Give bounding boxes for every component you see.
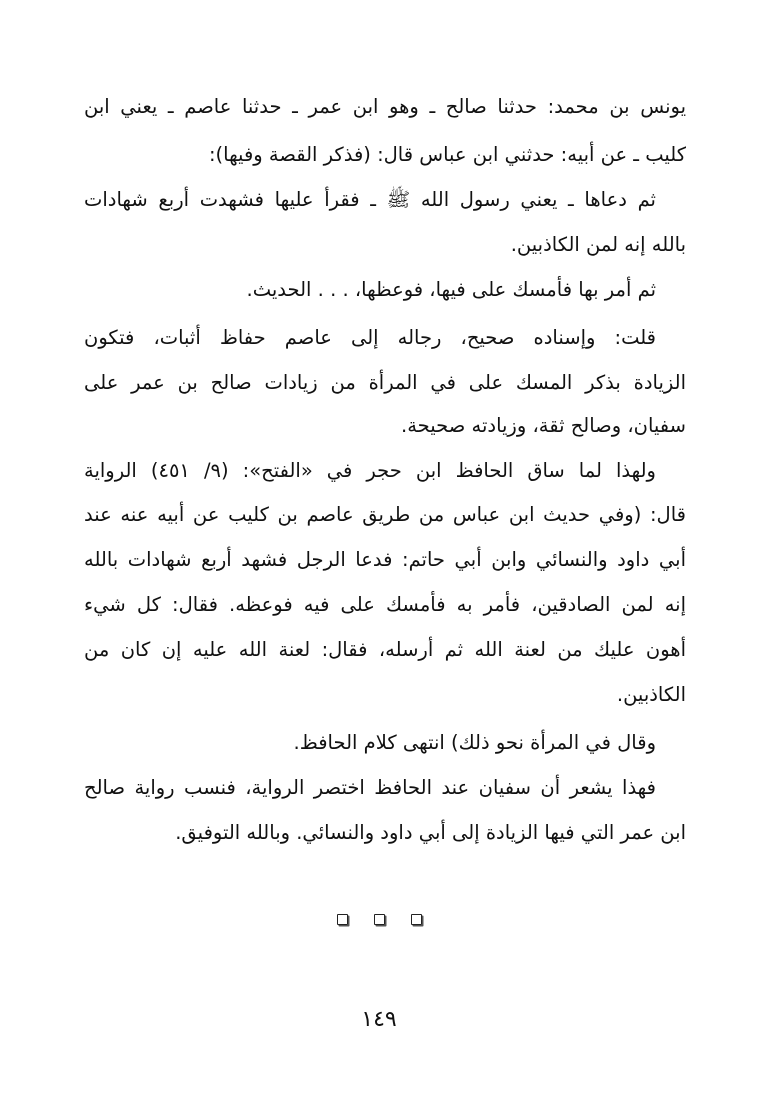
text-line-13: أهون عليك من لعنة الله ثم أرسله، فقال: لعنة الله عليه إن كان من — [84, 638, 686, 661]
text-line-16: فهذا يشعر أن سفيان عند الحافظ اختصر الرواية، فنسب رواية صالح — [84, 776, 656, 799]
text-line-5: ثم أمر بها فأمسك على فيها، فوعظها، . . . الحديث. — [246, 278, 656, 301]
text-line-1: يونس بن محمد: حدثنا صالح ـ وهو ابن عمر ـ حدثنا عاصم ـ يعني ابن — [84, 95, 686, 118]
text-line-3: ثم دعاها ـ يعني رسول الله ﷺ ـ فقرأ عليها فشهدت أربع شهادات — [84, 188, 656, 211]
text-line-17: ابن عمر التي فيها الزيادة إلى أبي داود والنسائي. وبالله التوفيق. — [175, 821, 686, 844]
text-line-15: وقال في المرأة نحو ذلك) انتهى كلام الحافظ. — [293, 731, 656, 754]
hollow-square-icon — [337, 914, 348, 925]
text-line-2: كليب ـ عن أبيه: حدثني ابن عباس قال: (فذكر القصة وفيها): — [208, 143, 686, 166]
text-line-14: الكاذبين. — [616, 683, 686, 706]
text-line-6: قلت: وإسناده صحيح، رجاله إلى عاصم حفاظ أثبات، فتكون — [84, 326, 656, 349]
text-line-4: بالله إنه لمن الكاذبين. — [510, 233, 686, 256]
text-line-7: الزيادة بذكر المسك على في المرأة من زيادات صالح بن عمر على — [84, 371, 686, 394]
text-line-10: قال: (وفي حديث ابن عباس من طريق عاصم بن كليب عن أبيه عنه عند — [84, 503, 686, 526]
hollow-square-icon — [411, 914, 422, 925]
text-line-12: إنه لمن الصادقين، فأمر به فأمسك على فيه فوعظه. فقال: كل شيء — [84, 593, 686, 616]
text-line-9: ولهذا لما ساق الحافظ ابن حجر في «الفتح»: (٩/ ٤٥١) الرواية — [84, 459, 656, 482]
hollow-square-icon — [374, 914, 385, 925]
page-number: ١٤٩ — [361, 1007, 397, 1032]
text-line-11: أبي داود والنسائي وابن أبي حاتم: فدعا الرجل فشهد أربع شهادات بالله — [84, 548, 686, 571]
section-divider — [0, 914, 758, 934]
text-line-8: سفيان، وصالح ثقة، وزيادته صحيحة. — [401, 414, 686, 437]
